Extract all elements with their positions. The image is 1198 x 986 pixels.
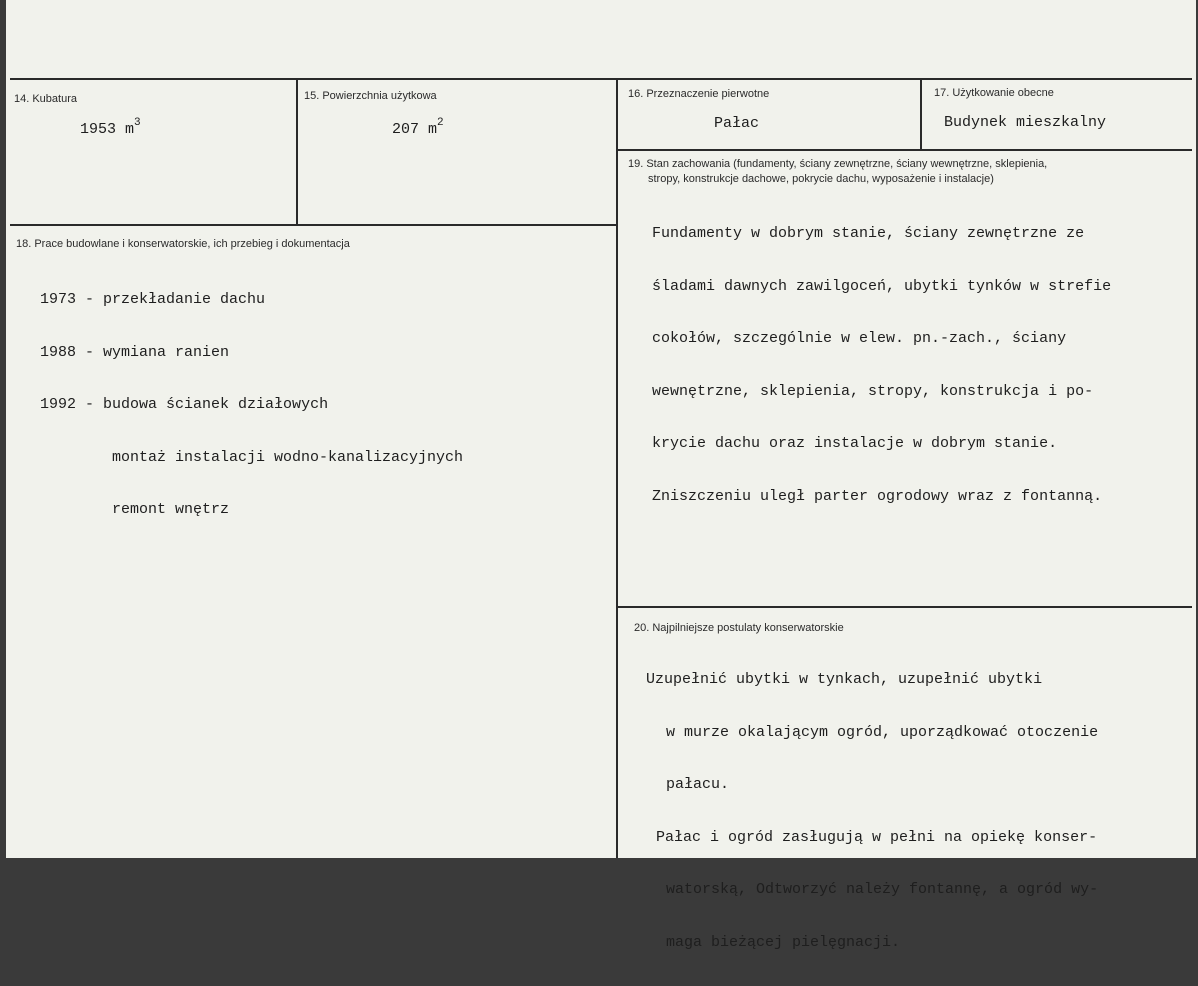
powierzchnia-unit: m xyxy=(428,121,438,138)
postulaty-line: watorską, Odtworzyć należy fontannę, a ogród wy- xyxy=(666,881,1099,898)
postulaty-line: Uzupełnić ubytki w tynkach, uzupełnić ubytki xyxy=(646,671,1043,688)
postulaty-label: 20. Najpilniejsze postulaty konserwatorskie xyxy=(634,622,844,634)
stan-line: krycie dachu oraz instalacje w dobrym stanie. xyxy=(652,435,1058,452)
prace-entries xyxy=(40,256,463,554)
postulaty-line: maga bieżącej pielęgnacji. xyxy=(666,933,901,951)
powierzchnia-number: 207 xyxy=(392,121,420,138)
divider-16-17 xyxy=(920,78,922,150)
prace-text: przekładanie dachu xyxy=(103,291,266,308)
postulaty-line: pałacu. xyxy=(666,776,730,793)
top-rule xyxy=(10,78,1192,80)
powierzchnia-unit-exponent: 2 xyxy=(437,117,444,129)
prace-entry: 1992 - budowa ścianek działowych xyxy=(40,396,329,413)
stan-line: Fundamenty w dobrym stanie, ściany zewnętrzne ze xyxy=(652,225,1085,242)
kubatura-label: 14. Kubatura xyxy=(14,93,77,105)
stan-label-line1: 19. Stan zachowania (fundamenty, ściany zewnętrzne, ściany wewnętrzne, sklepienia, xyxy=(628,158,1048,170)
rule-below-14-15 xyxy=(10,224,618,226)
przeznaczenie-label: 16. Przeznaczenie pierwotne xyxy=(628,88,770,100)
kubatura-unit-exponent: 3 xyxy=(134,117,141,129)
przeznaczenie-value: Pałac xyxy=(714,115,760,132)
stan-line: wewnętrzne, sklepienia, stropy, konstrukcja i po- xyxy=(652,382,1094,400)
prace-text: budowa ścianek działowych xyxy=(103,396,329,413)
prace-text: remont wnętrz xyxy=(112,501,230,518)
prace-entry: 1973 - przekładanie dachu xyxy=(40,291,266,308)
prace-text: montaż instalacji wodno-kanalizacyjnych xyxy=(112,448,464,466)
stan-line: śladami dawnych zawilgoceń, ubytki tynków w strefie xyxy=(652,277,1112,295)
kubatura-value xyxy=(80,119,141,138)
stan-line: Zniszczeniu uległ parter ogrodowy wraz z fontanną. xyxy=(652,487,1103,505)
postulaty-text xyxy=(646,636,1098,986)
stan-text xyxy=(652,190,1111,540)
stan-label-line2: stropy, konstrukcje dachowe, pokrycie dachu, wyposażenie i instalacje) xyxy=(648,173,994,185)
prace-year: 1992 xyxy=(40,396,77,413)
prace-entry xyxy=(40,449,463,467)
stan-line: cokołów, szczególnie w elew. pn.-zach., ściany xyxy=(652,330,1067,347)
prace-entry xyxy=(40,501,463,519)
kubatura-unit: m xyxy=(125,121,135,138)
prace-label: 18. Prace budowlane i konserwatorskie, ich przebieg i dokumentacja xyxy=(16,238,350,250)
prace-text: wymiana ranien xyxy=(103,343,230,361)
postulaty-line: Pałac i ogród zasługują w pełni na opiekę konser- xyxy=(656,828,1098,846)
powierzchnia-value xyxy=(392,119,444,138)
prace-year: 1988 xyxy=(40,343,77,361)
kubatura-number: 1953 xyxy=(80,121,117,138)
uzytkowanie-label: 17. Użytkowanie obecne xyxy=(934,87,1054,99)
uzytkowanie-value: Budynek mieszkalny xyxy=(944,114,1107,131)
prace-entry: 1988 - wymiana ranien xyxy=(40,343,230,361)
record-card xyxy=(6,0,1196,951)
powierzchnia-label: 15. Powierzchnia użytkowa xyxy=(304,90,437,102)
rule-below-16-17 xyxy=(618,149,1192,151)
rule-below-19 xyxy=(618,606,1192,608)
center-divider xyxy=(616,78,618,858)
postulaty-line: w murze okalającym ogród, uporządkować otoczenie xyxy=(666,723,1099,741)
prace-year: 1973 xyxy=(40,291,77,308)
divider-14-15 xyxy=(296,80,298,226)
